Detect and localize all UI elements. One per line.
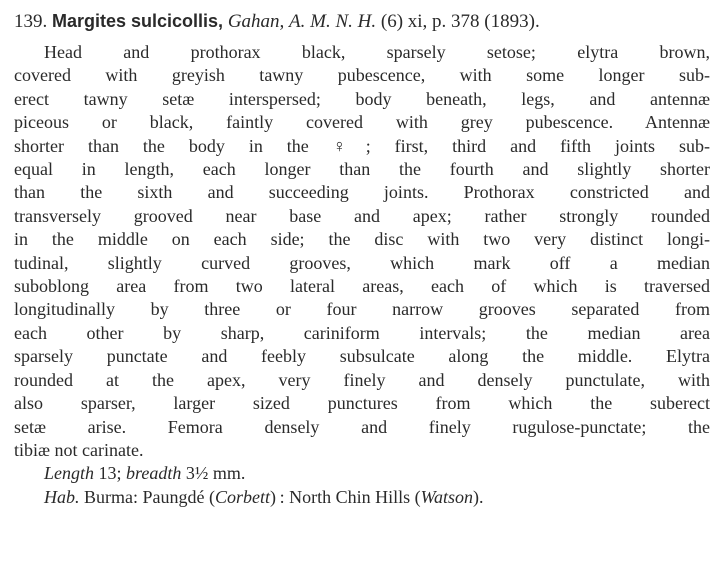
journal-citation: (6) xi, p. 378 (1893). [380, 11, 540, 32]
species-description [14, 41, 710, 462]
description-line: tibiæ not carinate. [14, 439, 144, 460]
habitat-region: Burma: [84, 486, 138, 507]
journal-abbrev: A. M. N. H. [289, 11, 377, 32]
description-line: suboblong area from two lateral areas, each of which is traversed [14, 276, 710, 297]
description-line: rounded at the apex, very finely and densely punctulate, with [14, 369, 710, 390]
habitat-collector-1: Corbett [215, 486, 271, 507]
description-line: sparsely punctate and feebly subsulcate along the middle. Elytra [14, 346, 710, 367]
description-line: each other by sharp, cariniform intervals; the median area [14, 322, 710, 343]
habitat: Hab. Burma: Paungdé (Corbett) : North Chin Hills (Watson). [44, 486, 484, 507]
description-line: erect tawny setæ interspersed; body beneath, legs, and antennæ [14, 88, 710, 109]
habitat-label: Hab. [44, 486, 80, 507]
description-line: tudinal, slightly curved grooves, which mark off a median [14, 252, 710, 273]
description-line: Head and prothorax black, sparsely setose; elytra brown, [44, 42, 710, 62]
species-author: Gahan, [227, 11, 285, 32]
species-number: 139. [14, 11, 48, 32]
description-line: transversely grooved near base and apex; rather strongly rounded [14, 205, 710, 226]
habitat-locality-1: Paungdé [142, 486, 205, 507]
description-line: also sparser, larger sized punctures from which the suberect [14, 393, 710, 414]
species-name: Margites sulcicollis, [52, 11, 224, 31]
description-line: shorter than the body in the ♀; first, third and fifth joints sub- [14, 135, 710, 156]
description-line: covered with greyish tawny pubescence, with some longer sub- [14, 65, 710, 86]
length-value: 13; [98, 463, 122, 484]
description-line: in the middle on each side; the disc with two very distinct longi- [14, 229, 710, 250]
document-page [14, 6, 710, 509]
habitat-locality-2: North Chin Hills [289, 486, 411, 507]
description-line: than the sixth and succeeding joints. Prothorax constricted and [14, 182, 710, 203]
description-line: equal in length, each longer than the fourth and slightly shorter [14, 159, 710, 180]
length-label: Length [44, 463, 95, 484]
breadth-value: 3½ mm. [185, 463, 246, 484]
description-line: piceous or black, faintly covered with grey pubescence. Antennæ [14, 112, 710, 133]
breadth-label: breadth [126, 463, 182, 484]
description-line: longitudinally by three or four narrow grooves separated from [14, 299, 710, 320]
species-heading [14, 6, 710, 37]
habitat-collector-2: Watson [420, 486, 473, 507]
measurements [14, 462, 710, 485]
description-line: setæ arise. Femora densely and finely rugulose-punctate; the [14, 416, 710, 437]
